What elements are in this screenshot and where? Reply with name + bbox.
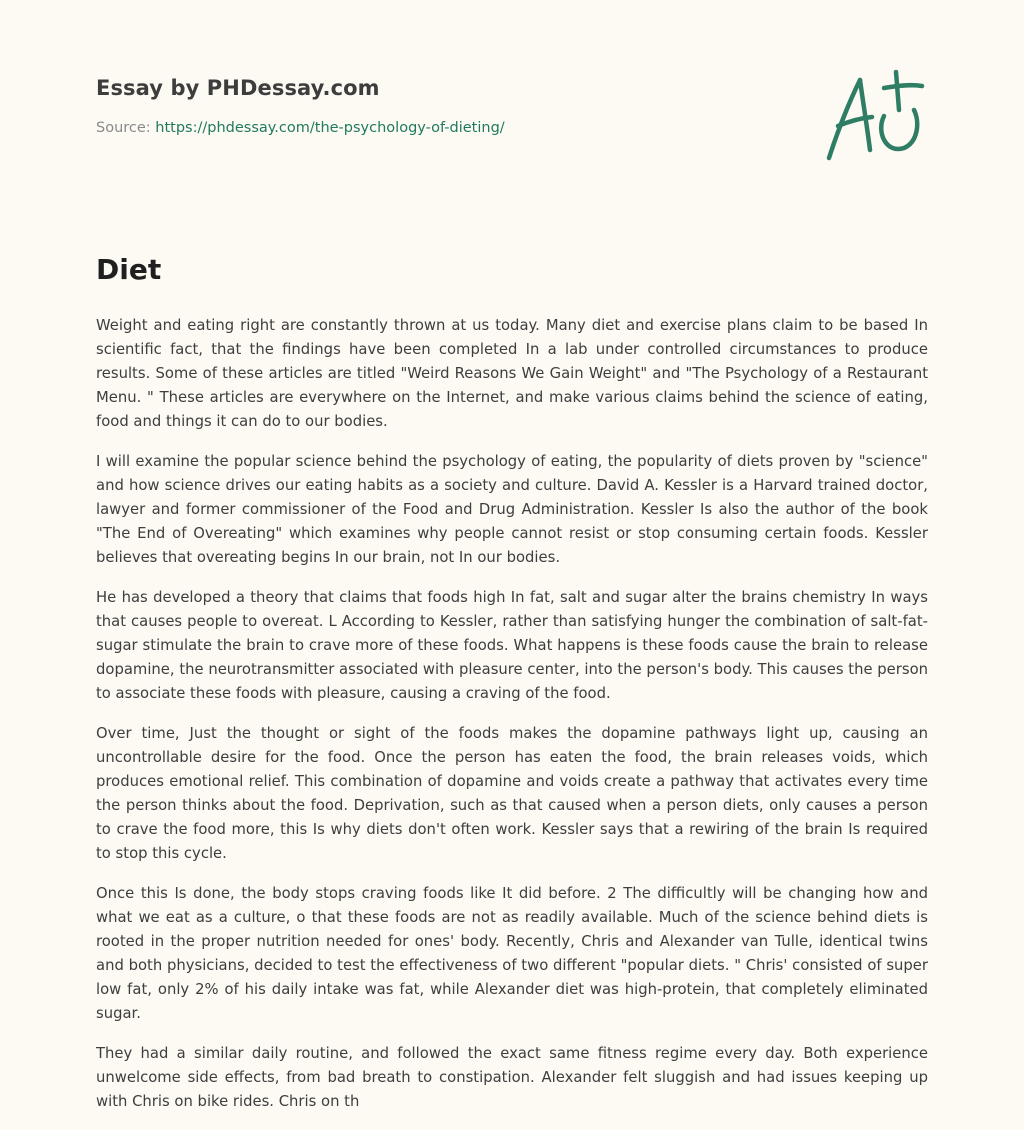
- brand-title: Essay by PHDessay.com: [96, 76, 380, 100]
- source-label: Source:: [96, 120, 156, 136]
- paragraph: Over time, Just the thought or sight of the foods makes the dopamine pathways light up, causing an uncontrollable desire for the food. Once the person has eaten the food, the brain releases voids, which produces emotional relief. This combination of dopamine and voids create a pathway that activates every time the person thinks about the food. Deprivation, such as that caused when a person diets, only causes a person to crave the food more, this Is why diets don't often work. Kessler says that a rewiring of the brain Is required to stop this cycle.: [96, 725, 928, 862]
- paragraph: They had a similar daily routine, and followed the exact same fitness regime every day. Both experience unwelcome side effects, from bad breath to constipation. Alexander felt sluggish and had issues keeping up with Chris on bike rides. Chris on th: [96, 1045, 928, 1110]
- paragraph: Once this Is done, the body stops craving foods like It did before. 2 The difficultly will be changing how and what we eat as a culture, o that these foods are not as readily available. Much of the science behind diets is rooted in the proper nutrition needed for ones' body. Recently, Chris and Alexander van Tulle, identical twins and both physicians, decided to test the effectiveness of two different "popular diets. " Chris' consisted of super low fat, only 2% of his daily intake was fat, while Alexander diet was high-protein, that completely eliminated sugar.: [96, 885, 928, 1022]
- paragraph: He has developed a theory that claims that foods high In fat, salt and sugar alter the brains chemistry In ways that causes people to overeat. L According to Kessler, rather than satisfying hunger the combination of salt-fat-sugar stimulate the brain to crave more of these foods. What happens is these foods cause the brain to release dopamine, the neurotransmitter associated with pleasure center, into the person's body. This causes the person to associate these foods with pleasure, causing a craving of the food.: [96, 589, 928, 702]
- paragraph: Weight and eating right are constantly thrown at us today. Many diet and exercise plans claim to be based In scientific fact, that the findings have been completed In a lab under controlled circumstances to produce results. Some of these articles are titled "Weird Reasons We Gain Weight" and "The Psychology of a Restaurant Menu. " These articles are everywhere on the Internet, and make various claims behind the science of eating, food and things it can do to our bodies.: [96, 317, 928, 430]
- source-link[interactable]: https://phdessay.com/the-psychology-of-dieting/: [155, 120, 505, 136]
- source-line: [96, 120, 796, 136]
- essay-header: [96, 76, 796, 136]
- a-plus-logo: [820, 66, 928, 166]
- essay-body: [96, 314, 928, 1130]
- plus-loop: [881, 110, 917, 149]
- page-title: Diet: [96, 253, 162, 286]
- letter-a-right-stroke: [860, 80, 870, 150]
- paragraph: I will examine the popular science behind the psychology of eating, the popularity of diets proven by "science" and how science drives our eating habits as a society and culture. David A. Kessler is a Harvard trained doctor, lawyer and former commissioner of the Food and Drug Administration. Kessler Is also the author of the book "The End of Overeating" which examines why people cannot resist or stop consuming certain foods. Kessler believes that overeating begins In our brain, not In our bodies.: [96, 453, 928, 566]
- plus-horizontal: [884, 85, 922, 88]
- plus-vertical: [896, 72, 899, 110]
